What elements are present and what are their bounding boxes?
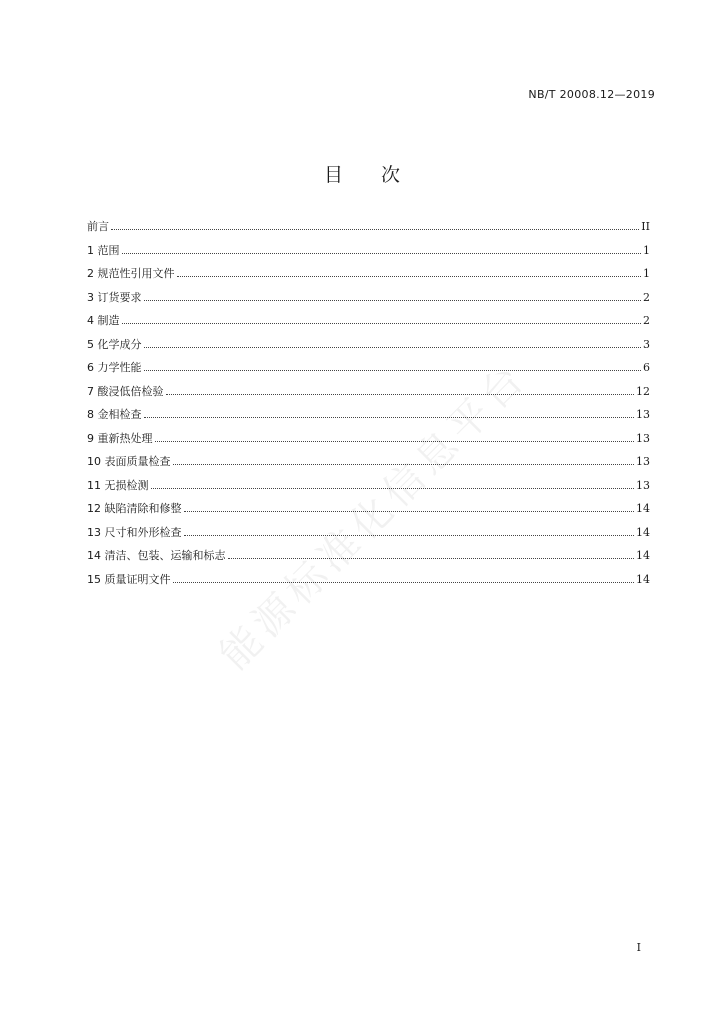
toc-entry-page: 13 [636, 431, 650, 445]
toc-entry-label: 7 酸浸低倍检验 [87, 384, 164, 398]
toc-entry[interactable] [87, 407, 650, 431]
toc-entry[interactable] [87, 266, 650, 290]
toc-leader [155, 440, 635, 442]
toc-entry-label: 4 制造 [87, 314, 120, 327]
standard-code: NB/T 20008.12—2019 [528, 88, 655, 101]
toc-entry-label: 15 质量证明文件 [87, 572, 171, 586]
toc-entry[interactable] [87, 219, 650, 243]
toc-entry-label: 前言 [87, 220, 109, 233]
toc-leader [122, 322, 642, 324]
toc-leader [144, 369, 642, 371]
toc-entry[interactable] [87, 290, 650, 314]
toc-entry-page: 1 [643, 267, 650, 280]
toc-entry-page: 14 [636, 502, 650, 515]
toc-leader [177, 275, 642, 277]
toc-leader [173, 581, 635, 583]
toc-leader [111, 228, 639, 230]
toc-entry-label: 6 力学性能 [87, 361, 142, 374]
toc-entry[interactable] [87, 243, 650, 267]
toc-entry[interactable] [87, 337, 650, 361]
toc-entry-page: II [641, 220, 650, 233]
toc-entry-page: 3 [643, 337, 650, 351]
toc-entry-label: 10 表面质量检查 [87, 455, 171, 468]
toc-entry-page: 6 [643, 361, 650, 374]
toc-entry-label: 11 无损检测 [87, 478, 149, 492]
toc-entry-label: 1 范围 [87, 243, 120, 257]
toc-entry-page: 13 [636, 455, 650, 468]
toc-entry-page: 14 [636, 549, 650, 562]
toc-entry[interactable] [87, 313, 650, 337]
toc-entry-label: 12 缺陷清除和修整 [87, 502, 182, 515]
toc-leader [144, 346, 642, 348]
toc-leader [166, 393, 635, 395]
toc-entry-label: 3 订货要求 [87, 290, 142, 304]
toc-entry-page: 1 [643, 243, 650, 257]
toc-entry-page: 12 [636, 384, 650, 398]
toc-entry-label: 14 清洁、包装、运输和标志 [87, 549, 226, 562]
toc-entry-label: 9 重新热处理 [87, 431, 153, 445]
toc-leader [122, 252, 642, 254]
toc-entry-label: 2 规范性引用文件 [87, 267, 175, 280]
toc-entry[interactable] [87, 360, 650, 384]
toc-entry-label: 8 金相检查 [87, 408, 142, 421]
toc-entry[interactable] [87, 431, 650, 455]
toc-entry-page: 2 [643, 314, 650, 327]
toc-leader [144, 299, 642, 301]
toc-entry-label: 5 化学成分 [87, 337, 142, 351]
watermark: 能源标准化信息平台 [211, 353, 537, 679]
toc-entry[interactable] [87, 454, 650, 478]
toc-leader [144, 416, 635, 418]
toc-entry-label: 13 尺寸和外形检查 [87, 525, 182, 539]
toc-entry[interactable] [87, 384, 650, 408]
toc-entry-page: 13 [636, 478, 650, 492]
toc-entry-page: 13 [636, 408, 650, 421]
toc-entry-page: 14 [636, 525, 650, 539]
toc-entry-page: 14 [636, 572, 650, 586]
toc-leader [184, 534, 635, 536]
page-title: 目次 [323, 164, 438, 186]
page-number: I [636, 941, 641, 954]
toc-entry-page: 2 [643, 290, 650, 304]
toc-entry[interactable] [87, 572, 650, 596]
